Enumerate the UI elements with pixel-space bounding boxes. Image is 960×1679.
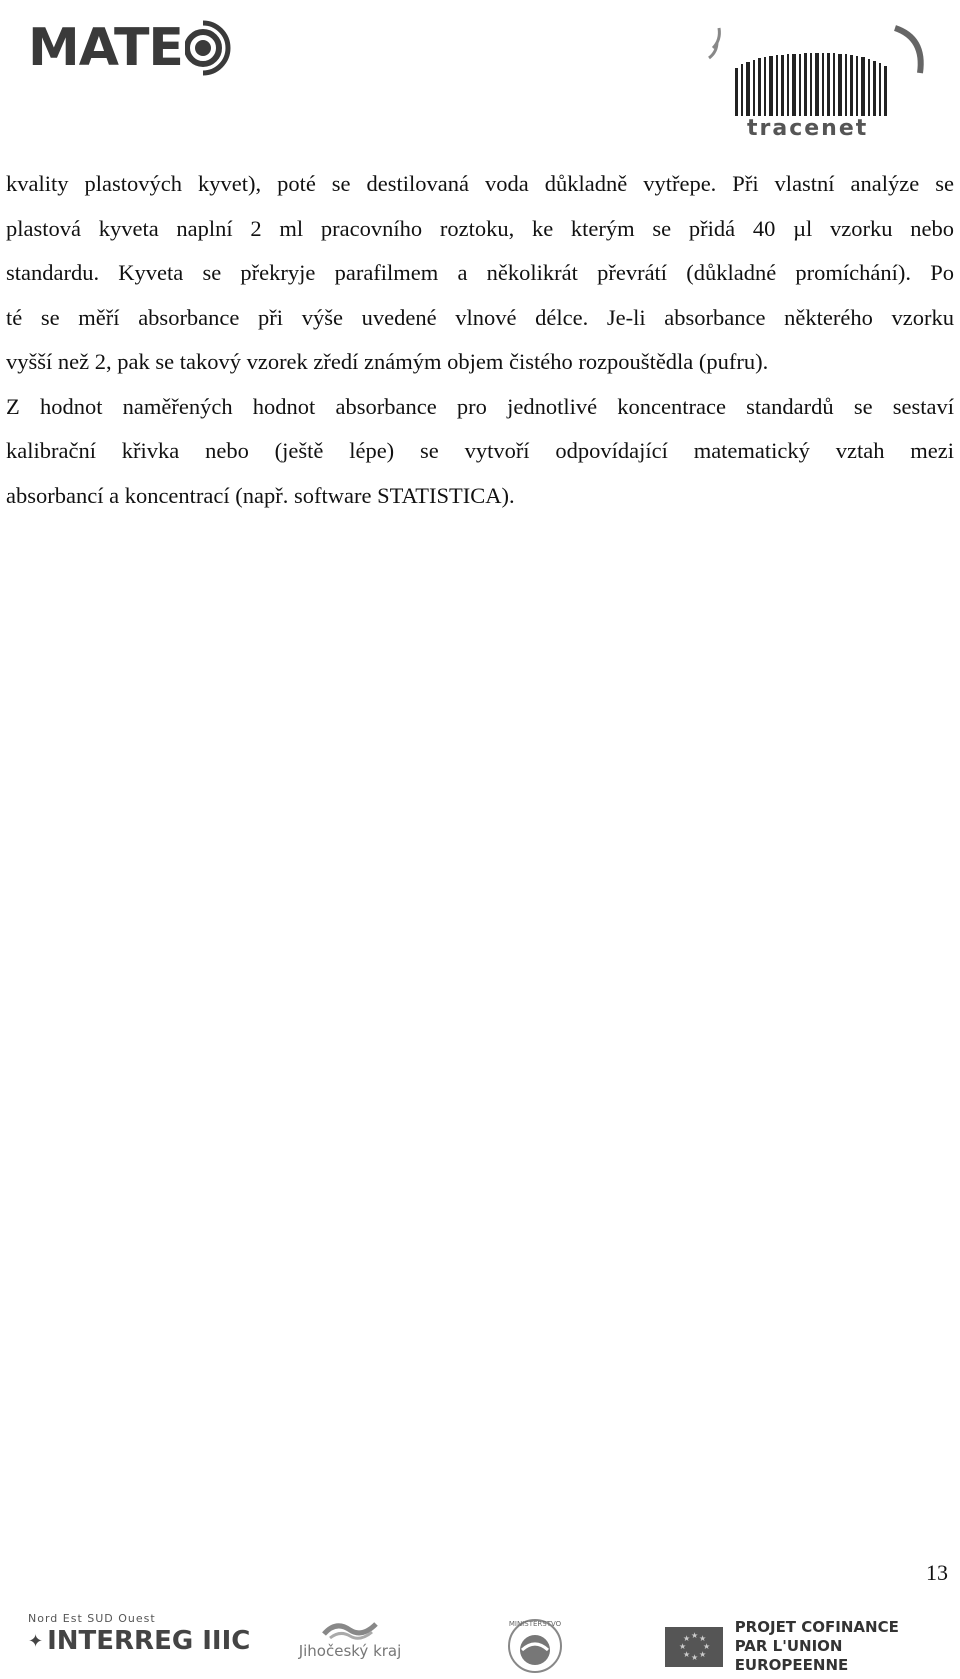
- eu-text-line2: PAR L'UNION EUROPEENNE: [734, 1637, 849, 1674]
- ministry-seal-text: MINISTERSTVO: [508, 1620, 562, 1628]
- text-line: kvality plastových kyvet), poté se destilovaná voda důkladně vytřepe. Při vlastní analýze se: [6, 171, 954, 196]
- text-line: Z hodnot naměřených hodnot absorbance pro jednotlivé koncentrace standardů se sestaví: [6, 393, 954, 419]
- mateo-logo-text: MATE: [28, 18, 183, 78]
- jihocesky-kraj-logo: [290, 1618, 410, 1660]
- text-line: absorbancí a koncentrací (např. software STATISTICA).: [6, 482, 515, 508]
- ministry-seal-logo: [500, 1612, 570, 1674]
- document-body: [6, 162, 954, 518]
- text-line: té se měří absorbance při výše uvedené vlnové délce. Je-li absorbance některého vzorku: [6, 304, 954, 330]
- body-paragraph: [6, 162, 954, 385]
- tracenet-logo: [705, 18, 955, 143]
- eu-flag-icon: ★ ★ ★ ★ ★ ★ ★ ★: [665, 1627, 723, 1667]
- eu-cofinance-logo: [665, 1618, 960, 1675]
- page-number: 13: [926, 1560, 948, 1585]
- interreg-logo: [28, 1612, 250, 1656]
- interreg-star-icon: ✦: [28, 1630, 44, 1652]
- ministry-seal-icon: [500, 1612, 570, 1674]
- region-wave-icon: [320, 1618, 380, 1640]
- eu-text-line1: PROJET COFINANCE: [734, 1618, 899, 1636]
- text-line: kalibrační křivka nebo (ještě lépe) se vytvoří odpovídající matematický vztah mezi: [6, 438, 954, 463]
- page-header: [0, 0, 960, 150]
- text-line: vyšší než 2, pak se takový vzorek zředí známým objem čistého rozpouštědla (pufru).: [6, 349, 769, 374]
- interreg-subtitle: Nord Est SUD Ouest: [28, 1612, 156, 1625]
- tracenet-logo-text: tracenet: [747, 116, 869, 141]
- mateo-o-signal-icon: [185, 20, 235, 76]
- jihocesky-kraj-text: Jihočeský kraj: [298, 1642, 402, 1660]
- tracenet-barcode-icon: [705, 18, 955, 118]
- text-line: standardu. Kyveta se překryje parafilmem a několikrát převrátí (důkladné promíchání). Po: [6, 260, 954, 285]
- mateo-logo: [28, 20, 235, 76]
- interreg-title: INTERREG IIIC: [47, 1626, 251, 1656]
- text-line: plastová kyveta naplní 2 ml pracovního roztoku, ke kterým se přidá 40 µl vzorku nebo: [6, 215, 954, 241]
- body-paragraph: [6, 385, 954, 519]
- page-footer: [0, 1610, 960, 1676]
